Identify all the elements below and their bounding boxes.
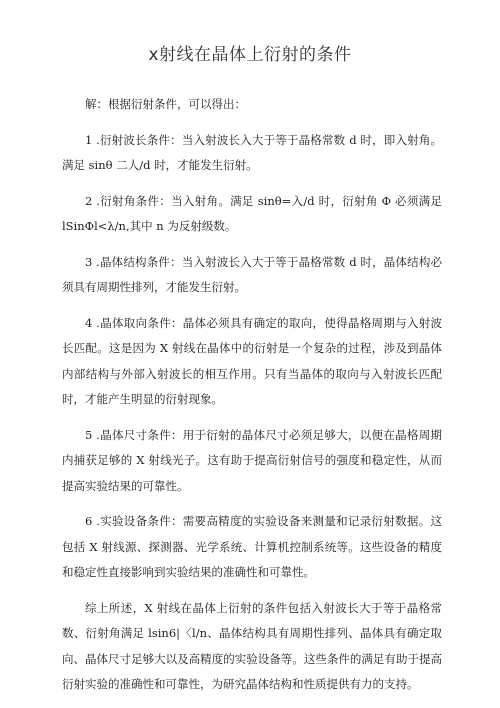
intro-paragraph: 解：根据衍射条件，可以得出： bbox=[85, 97, 246, 111]
summary-paragraph: 综上所述，X 射线在晶体上衍射的条件包括入射波长大于等于晶格常数、衍射角满足 lsin6|〈l/n、晶体结构具有周期性排列、晶体具有确定取向、晶体尺寸足够大以及高精度的实验设备等。这些条件的满足有助于提高衍射实验的准确性和可靠性，为研究晶体结构和性质提供有力的支持。 bbox=[62, 600, 442, 691]
condition-size-paragraph: 5 .晶体尺寸条件：用于衍射的晶体尺寸必须足够大，以便在晶格周期内捕获足够的 X 射线光子。这有助于提高衍射信号的强度和稳定性，从而提高实验结果的可靠性。 bbox=[62, 427, 442, 493]
condition-wavelength-paragraph: 1 .衍射波长条件：当入射波长入大于等于晶格常数 d 时，即入射角。满足 sinθ 二人/d 时，才能发生衍射。 bbox=[62, 132, 442, 172]
condition-equipment-paragraph: 6 .实验设备条件：需要高精度的实验设备来测量和记录衍射数据。这包括 X 射线源、探测器、光学系统、计算机控制系统等。这些设备的精度和稳定性直接影响到实验结果的准确性和可靠性。 bbox=[62, 514, 442, 579]
condition-orientation-paragraph: 4 .晶体取向条件：晶体必须具有确定的取向，使得晶格周期与入射波长匹配。这是因为 X 射线在晶体中的衍射是一个复杂的过程，涉及到晶体内部结构与外部入射波长的相互作用。只有当晶体的取向与入射波长匹配时，才能产生明显的衍射现象。 bbox=[62, 315, 442, 406]
document-title: x射线在晶体上衍射的条件 bbox=[148, 45, 352, 65]
document-body bbox=[62, 92, 442, 708]
condition-structure-paragraph: 3 .晶体结构条件：当入射波长入大于等于晶格常数 d 时，晶体结构必须具有周期性排列，才能发生衍射。 bbox=[62, 254, 442, 294]
condition-angle-paragraph: 2 .衍射角条件：当入射角。满足 sinθ=入/d 时，衍射角 Φ 必须满足 lSinΦl<λ/n,其中 n 为反射级数。 bbox=[62, 193, 442, 233]
